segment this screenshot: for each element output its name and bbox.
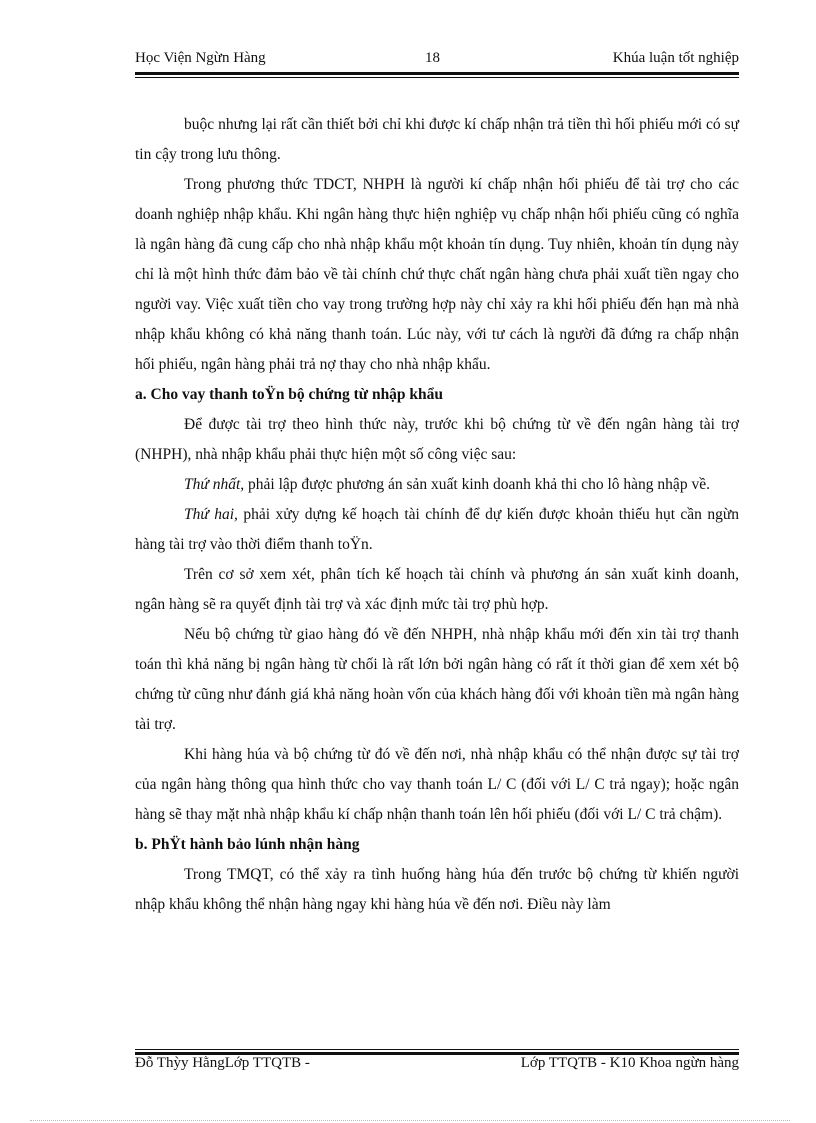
paragraph: Nếu bộ chứng từ giao hàng đó về đến NHPH, nhà nhập khẩu mới đến xin tài trợ thanh toán thì khả năng bị ngân hàng từ chối là rất lớn bởi ngân hàng có rất ít thời gian để xem xét bộ chứng từ cũng như đánh giá khả năng hoàn vốn của khách hàng đối với khoản tiền mà ngân hàng tài trợ. — [135, 626, 739, 733]
header-institution: Học Viện Ngừn Hàng — [135, 50, 266, 66]
page-number: 18 — [425, 50, 440, 66]
footer-class: Lớp TTQTB - K10 Khoa ngừn hàng — [520, 1055, 739, 1071]
paragraph: Trong phương thức TDCT, NHPH là người kí chấp nhận hối phiếu để tài trợ cho các doanh nghiệp nhập khẩu. Khi ngân hàng thực hiện nghiệp vụ chấp nhận hối phiếu cũng có nghĩa là ngân hàng đã cung cấp cho nhà nhập khẩu một khoản tín dụng. Tuy nhiên, khoản tín dụng này chỉ là một hình thức đảm bảo về tài chính chứ thực chất ngân hàng chưa phải xuất tiền ngay cho người vay. Việc xuất tiền cho vay trong trường hợp này chỉ xảy ra khi hối phiếu đến hạn mà nhà nhập khẩu không có khả năng thanh toán. Lúc này, với tư cách là người đã đứng ra chấp nhận hối phiếu, ngân hàng phải trả nợ thay cho nhà nhập khẩu. — [135, 176, 739, 373]
footer-author: Đỗ Thỳy HằngLớp TTQTB - — [135, 1055, 310, 1071]
header-rule-thin — [135, 77, 739, 78]
paragraph: Để được tài trợ theo hình thức này, trước khi bộ chứng từ về đến ngân hàng tài trợ (NHPH), nhà nhập khẩu phải thực hiện một số công việc sau: — [135, 416, 739, 463]
paragraph — [135, 500, 739, 560]
page-footer — [135, 1055, 739, 1077]
header-rule-thick — [135, 72, 739, 75]
paragraph: buộc nhưng lại rất cần thiết bởi chỉ khi được kí chấp nhận trả tiền thì hối phiếu mới có sự tin cậy trong lưu thông. — [135, 116, 739, 163]
page-header — [135, 50, 739, 72]
paragraph-text: phải xửy dựng kế hoạch tài chính để dự kiến được khoản thiếu hụt cần ngừn hàng tài trợ vào thời điểm thanh toŸn. — [135, 506, 739, 553]
emphasis-second: Thứ hai, — [184, 506, 238, 523]
paragraph: Trong TMQT, có thể xảy ra tình huống hàng húa đến trước bộ chứng từ khiến người nhập khẩu không thể nhận hàng ngay khi hàng húa về đến nơi. Điều này làm — [135, 866, 739, 913]
paragraph: Trên cơ sở xem xét, phân tích kế hoạch tài chính và phương án sản xuất kinh doanh, ngân hàng sẽ ra quyết định tài trợ và xác định mức tài trợ phù hợp. — [135, 566, 739, 613]
document-body — [135, 110, 739, 920]
section-heading-a: a. Cho vay thanh toŸn bộ chứng từ nhập khẩu — [135, 386, 444, 403]
page-edge-dotted-line — [30, 1120, 790, 1121]
footer-rule-thin — [135, 1049, 739, 1050]
paragraph — [135, 470, 739, 500]
section-heading-b: b. PhŸt hành bảo lúnh nhận hàng — [135, 836, 360, 853]
header-document-type: Khúa luận tốt nghiệp — [612, 50, 739, 66]
paragraph: Khi hàng húa và bộ chứng từ đó về đến nơi, nhà nhập khẩu có thể nhận được sự tài trợ của ngân hàng thông qua hình thức cho vay thanh toán L/ C (đối với L/ C trả ngay); hoặc ngân hàng sẽ thay mặt nhà nhập khẩu kí chấp nhận thanh toán lên hối phiếu (đối với L/ C trả chậm). — [135, 746, 739, 823]
emphasis-first: Thứ nhất, — [184, 476, 245, 493]
paragraph-text: phải lập được phương án sản xuất kinh doanh khả thi cho lô hàng nhập về. — [244, 476, 710, 493]
